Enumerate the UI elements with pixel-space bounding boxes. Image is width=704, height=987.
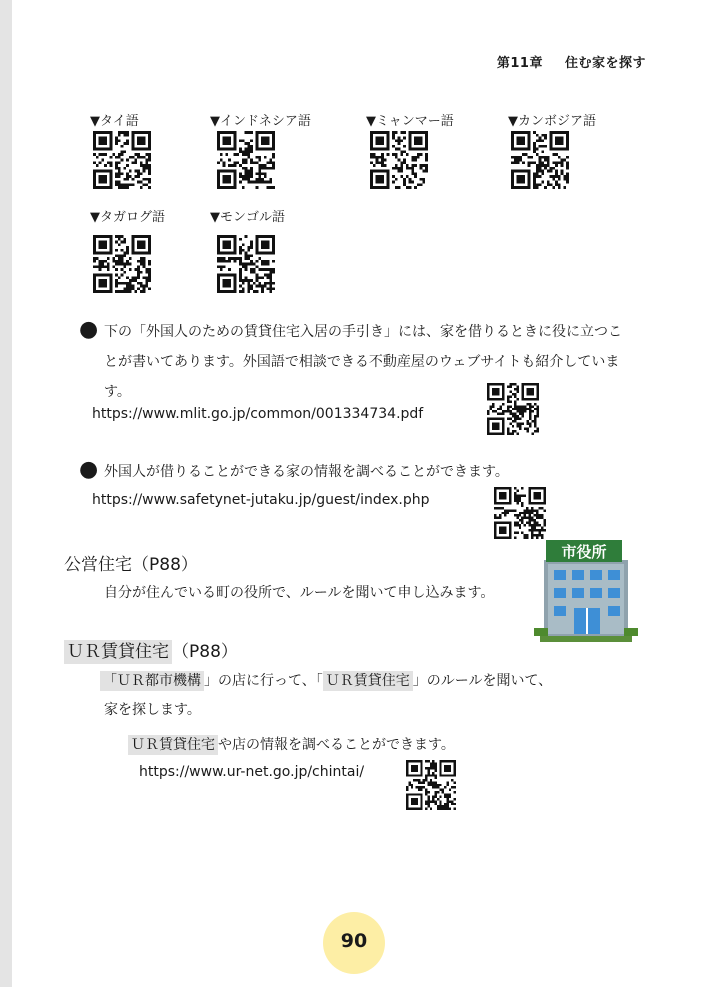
ur-agency-name: 「ＵＲ都市機構	[100, 671, 204, 691]
qr-code-mlit[interactable]	[487, 383, 539, 435]
ur-housing-page-ref: （P88）	[172, 642, 238, 662]
ur-housing-heading	[64, 637, 238, 662]
bullet-dot: ●	[79, 317, 99, 342]
lang-label-thai: ▼タイ語	[90, 114, 139, 129]
ur-line1	[100, 671, 552, 691]
bullet2-line1: 外国人が借りることができる家の情報を調べることができます。	[104, 464, 509, 480]
ur-url-link[interactable]: https://www.ur-net.go.jp/chintai/	[139, 764, 365, 780]
public-housing-heading	[64, 550, 198, 575]
lang-label-myanmar: ▼ミャンマー語	[366, 114, 454, 129]
mlit-url-link[interactable]: https://www.mlit.go.jp/common/001334734.pdf	[92, 406, 424, 422]
lang-label-mongolian: ▼モンゴル語	[210, 210, 285, 225]
public-housing-text: 自分が住んでいる町の役所で、ルールを聞いて申し込みます。	[104, 585, 495, 601]
city-hall-sign: 市役所	[561, 543, 607, 561]
city-hall-illustration	[534, 538, 638, 646]
ur-line1-end: 」のルールを聞いて、	[412, 673, 553, 689]
safetynet-url-link[interactable]: https://www.safetynet-jutaku.jp/guest/index.php	[92, 492, 430, 508]
qr-code-myanmar[interactable]	[370, 131, 428, 189]
ur-line3	[128, 735, 455, 755]
page-number: 90	[340, 930, 368, 952]
lang-label-indonesian: ▼インドネシア語	[210, 114, 311, 129]
ur-housing-term: ＵＲ賃貸住宅	[323, 671, 413, 691]
qr-code-safetynet[interactable]	[494, 487, 546, 539]
public-housing-title: 公営住宅	[64, 555, 132, 575]
ur-housing-title: ＵＲ賃貸住宅	[64, 640, 172, 664]
chapter-title: 住む家を探す	[564, 56, 646, 71]
qr-code-cambodian[interactable]	[511, 131, 569, 189]
qr-code-indonesian[interactable]	[217, 131, 275, 189]
bullet1-line2: とが書いてあります。外国語で相談できる不動産屋のウェブサイトも紹介していま	[104, 354, 620, 370]
ur-line2: 家を探します。	[104, 702, 201, 718]
lang-label-tagalog: ▼タガログ語	[90, 210, 165, 225]
ur-line3-text: や店の情報を調べることができます。	[218, 737, 455, 753]
qr-code-ur[interactable]	[406, 760, 456, 810]
ur-housing-term: ＵＲ賃貸住宅	[128, 735, 218, 755]
bullet1-line3: す。	[104, 384, 131, 400]
qr-code-tagalog[interactable]	[93, 235, 151, 293]
bullet-dot: ●	[79, 457, 99, 482]
lang-label-cambodian: ▼カンボジア語	[508, 114, 596, 129]
bullet1-line1: 下の「外国人のための賃貸住宅入居の手引き」には、家を借りるときに役に立つこ	[104, 324, 622, 340]
qr-code-thai[interactable]	[93, 131, 151, 189]
ur-line1-text: 」の店に行って、「	[204, 673, 323, 689]
chapter-number: 第11章	[496, 56, 543, 71]
public-housing-page-ref: （P88）	[132, 555, 198, 575]
qr-code-mongolian[interactable]	[217, 235, 275, 293]
chapter-header	[497, 52, 646, 71]
